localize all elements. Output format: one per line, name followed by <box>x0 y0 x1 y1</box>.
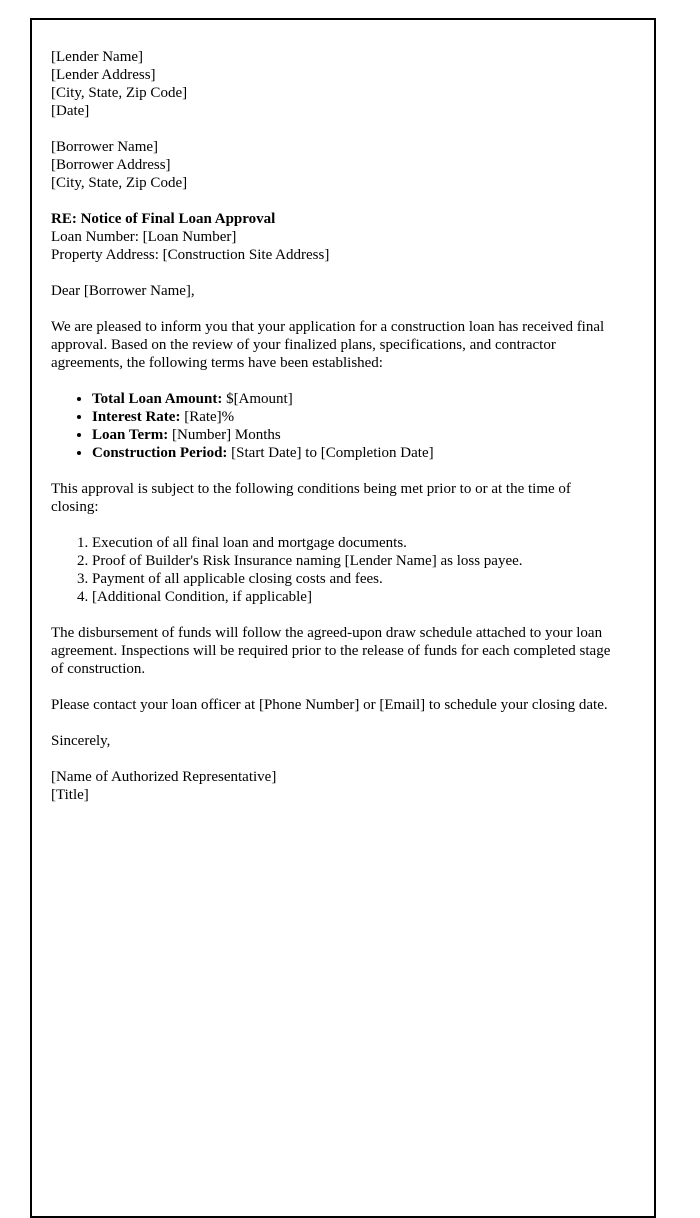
lender-name: [Lender Name] <box>51 49 144 65</box>
property-address-line: Property Address: [Construction Site Address] <box>51 247 330 263</box>
signature-name: [Name of Authorized Representative] <box>51 769 277 785</box>
contact-paragraph: Please contact your loan officer at [Phone Number] or [Email] to schedule your closing date. <box>51 697 608 713</box>
term-label: Total Loan Amount: <box>92 391 223 407</box>
condition-item: 4. [Additional Condition, if applicable] <box>92 588 622 606</box>
borrower-address-block <box>51 138 622 192</box>
term-value: [Rate]% <box>184 409 235 425</box>
loan-term-item <box>92 426 622 444</box>
term-value: [Number] Months <box>172 427 281 443</box>
condition-item: 3. Payment of all applicable closing costs and fees. <box>92 570 622 588</box>
term-label: Interest Rate: <box>92 409 181 425</box>
term-label: Loan Term: <box>92 427 169 443</box>
intro-paragraph: We are pleased to inform you that your application for a construction loan has received final approval. Based on the review of your finalized plans, specifications, and contractor agreements, the following terms have been established: <box>51 319 605 371</box>
disbursement-paragraph: The disbursement of funds will follow the agreed-upon draw schedule attached to your loan agreement. Inspections will be required prior to the release of funds for each completed stage of construction. <box>51 625 611 677</box>
lender-city-state-zip: [City, State, Zip Code] <box>51 85 188 101</box>
loan-term-item <box>92 390 622 408</box>
salutation: Dear [Borrower Name], <box>51 283 195 299</box>
letter-page <box>30 18 656 1218</box>
borrower-name: [Borrower Name] <box>51 139 159 155</box>
conditions-list <box>51 534 622 606</box>
conditions-intro-paragraph: This approval is subject to the following conditions being met prior to or at the time of closing: <box>51 481 571 515</box>
borrower-address: [Borrower Address] <box>51 157 171 173</box>
term-value: $[Amount] <box>226 391 293 407</box>
lender-address: [Lender Address] <box>51 67 156 83</box>
signature-title: [Title] <box>51 787 89 803</box>
term-label: Construction Period: <box>92 445 228 461</box>
loan-term-item <box>92 444 622 462</box>
condition-item: 2. Proof of Builder's Risk Insurance naming [Lender Name] as loss payee. <box>92 552 622 570</box>
condition-item: 1. Execution of all final loan and mortgage documents. <box>92 534 622 552</box>
subject-re-line: RE: Notice of Final Loan Approval <box>51 211 276 227</box>
term-value: [Start Date] to [Completion Date] <box>231 445 434 461</box>
closing-line: Sincerely, <box>51 733 111 749</box>
loan-terms-list <box>51 390 622 462</box>
lender-address-block <box>51 48 622 120</box>
subject-block <box>51 210 622 264</box>
borrower-city-state-zip: [City, State, Zip Code] <box>51 175 188 191</box>
letter-date: [Date] <box>51 103 90 119</box>
loan-term-item <box>92 408 622 426</box>
signature-block <box>51 768 622 804</box>
loan-number-line: Loan Number: [Loan Number] <box>51 229 237 245</box>
